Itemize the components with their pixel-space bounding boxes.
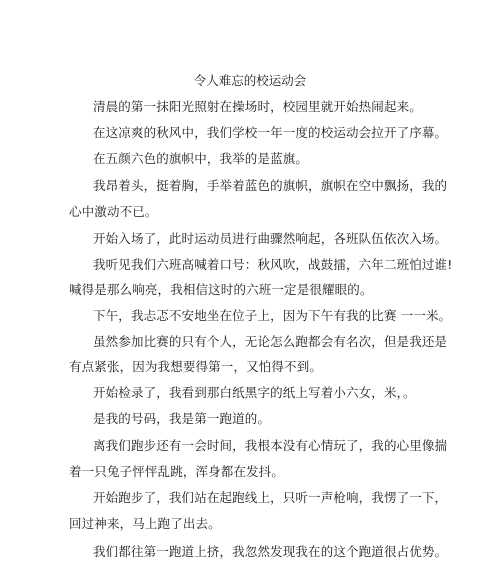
paragraph-line: 虽然参加比赛的只有个人，无论怎么跑都会有名次，但是我还是 (93, 334, 448, 349)
paragraph-line: 开始检录了，我看到那白纸黑字的纸上写着小六女，米，。 (93, 385, 416, 400)
paragraph-line: 在五颜六色的旗帜中，我举的是蓝旗。 (93, 151, 309, 166)
paragraph-line: 开始跑步了，我们站在起跑线上，只听一声枪响，我愣了一下， (93, 490, 448, 505)
paragraph-line: 在这凉爽的秋风中，我们学校一年一度的校运动会拉开了序幕。 (93, 125, 448, 140)
paragraph-line: 有点紧张，因为我想要得第一，又怕得不到。 (69, 359, 323, 374)
paragraph-line: 我听见我们六班高喊着口号：秋风吹，战鼓擂，六年二班怕过谁! (93, 257, 453, 272)
paragraph-line: 喊得是那么响亮，我相信这时的六班一定是很耀眼的。 (69, 282, 373, 297)
paragraph-line: 着一只兔子怦怦乱跳，浑身都在发抖。 (69, 464, 285, 479)
paragraph-line: 心中激动不已。 (69, 204, 158, 219)
paragraph-line: 是我的号码，我是第一跑道的。 (93, 411, 271, 426)
paragraph-line: 回过神来，马上跑了出去。 (69, 516, 221, 531)
paragraph-line: 离我们跑步还有一会时间，我根本没有心情玩了，我的心里像揣 (93, 438, 448, 453)
document-title: 令人难忘的校运动会 (193, 73, 307, 88)
paragraph-line: 清晨的第一抹阳光照射在操场时，校园里就开始热闹起来。 (93, 99, 422, 114)
paragraph-line: 开始入场了，此时运动员进行曲骤然响起，各班队伍依次入场。 (93, 231, 448, 246)
paragraph-line: 我们都往第一跑道上挤，我忽然发现我在的这个跑道很占优势。 (93, 544, 448, 559)
paragraph-line: 下午，我忐忑不安地坐在位子上，因为下午有我的比赛 一一米。 (93, 308, 452, 323)
paragraph-line: 我昂着头，挺着胸，手举着蓝色的旗帜，旗帜在空中飘扬，我的 (93, 178, 448, 193)
